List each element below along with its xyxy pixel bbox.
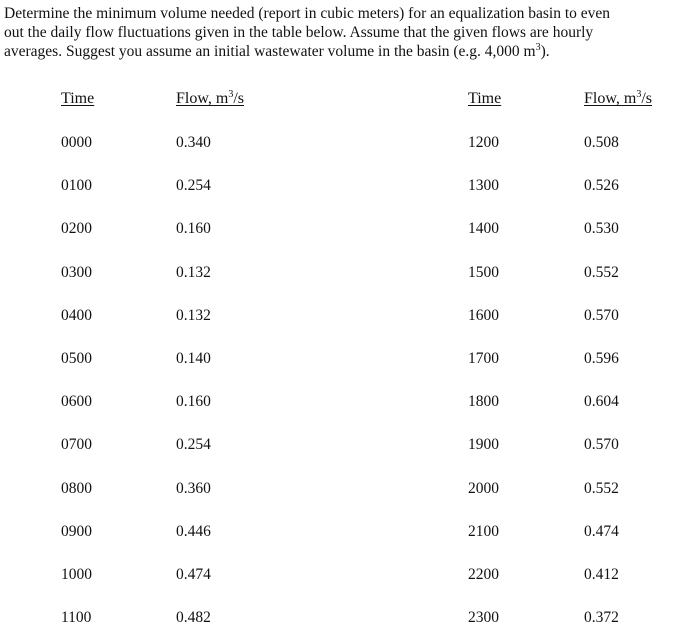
header-flow-left-unit: /s bbox=[233, 90, 244, 107]
problem-line-1: Determine the minimum volume needed (report in cubic meters) for an equalization basin to even bbox=[4, 5, 611, 22]
time-cell-left: 1100 bbox=[61, 609, 92, 626]
flow-cell-left: 0.140 bbox=[176, 350, 211, 367]
time-cell-right: 1700 bbox=[468, 350, 499, 367]
flow-cell-left: 0.254 bbox=[176, 177, 211, 194]
time-cell-left: 0700 bbox=[61, 436, 92, 453]
header-flow-right-text: Flow, m bbox=[584, 90, 637, 107]
time-cell-left: 0300 bbox=[61, 264, 92, 281]
flow-cell-left: 0.132 bbox=[176, 307, 211, 324]
time-cell-right: 1400 bbox=[468, 220, 499, 237]
header-flow-left-text: Flow, m bbox=[176, 90, 229, 107]
flow-cell-left: 0.474 bbox=[176, 566, 211, 583]
time-cell-left: 0400 bbox=[61, 307, 92, 324]
flow-cell-left: 0.360 bbox=[176, 480, 211, 497]
problem-line-2: out the daily flow fluctuations given in the table below. Assume that the given flows are hourly bbox=[4, 24, 594, 41]
time-cell-left: 1000 bbox=[61, 566, 92, 583]
time-cell-right: 2200 bbox=[468, 566, 499, 583]
flow-cell-right: 0.474 bbox=[584, 523, 619, 540]
time-cell-left: 0200 bbox=[61, 220, 92, 237]
time-cell-right: 1600 bbox=[468, 307, 499, 324]
flow-cell-right: 0.570 bbox=[584, 307, 619, 324]
problem-statement bbox=[4, 4, 698, 61]
time-cell-left: 0600 bbox=[61, 393, 92, 410]
time-cell-right: 1200 bbox=[468, 134, 499, 151]
flow-cell-left: 0.340 bbox=[176, 134, 211, 151]
problem-line-3-end: ). bbox=[540, 43, 550, 60]
flow-cell-left: 0.254 bbox=[176, 436, 211, 453]
time-cell-right: 1300 bbox=[468, 177, 499, 194]
cubic-superscript: 3 bbox=[535, 42, 541, 53]
flow-cell-right: 0.596 bbox=[584, 350, 619, 367]
flow-cell-right: 0.526 bbox=[584, 177, 619, 194]
flow-cell-left: 0.160 bbox=[176, 220, 211, 237]
header-time-right: Time bbox=[468, 90, 502, 107]
flow-cell-left: 0.160 bbox=[176, 393, 211, 410]
time-cell-right: 1800 bbox=[468, 393, 499, 410]
time-cell-left: 0100 bbox=[61, 177, 92, 194]
time-cell-left: 0000 bbox=[61, 134, 92, 151]
time-cell-right: 1900 bbox=[468, 436, 499, 453]
header-flow-left bbox=[176, 90, 244, 108]
header-flow-right bbox=[584, 90, 652, 108]
header-time-left: Time bbox=[61, 90, 95, 107]
flow-cell-right: 0.530 bbox=[584, 220, 619, 237]
time-cell-left: 0800 bbox=[61, 480, 92, 497]
flow-cell-right: 0.412 bbox=[584, 566, 619, 583]
flow-cell-left: 0.446 bbox=[176, 523, 211, 540]
flow-cell-left: 0.132 bbox=[176, 264, 211, 281]
flow-cell-right: 0.552 bbox=[584, 264, 619, 281]
time-cell-right: 1500 bbox=[468, 264, 499, 281]
flow-cell-left: 0.482 bbox=[176, 609, 211, 626]
time-cell-right: 2000 bbox=[468, 480, 499, 497]
header-flow-right-sup: 3 bbox=[636, 89, 642, 100]
time-cell-right: 2100 bbox=[468, 523, 499, 540]
time-cell-left: 0500 bbox=[61, 350, 92, 367]
flow-cell-right: 0.552 bbox=[584, 480, 619, 497]
flow-cell-right: 0.604 bbox=[584, 393, 619, 410]
flow-cell-right: 0.570 bbox=[584, 436, 619, 453]
header-flow-right-unit: /s bbox=[641, 90, 652, 107]
time-cell-left: 0900 bbox=[61, 523, 92, 540]
header-flow-left-sup: 3 bbox=[228, 89, 234, 100]
problem-line-3-text: averages. Suggest you assume an initial wastewater volume in the basin (e.g. 4,000 m bbox=[4, 43, 536, 60]
problem-line-3 bbox=[4, 42, 698, 61]
flow-cell-right: 0.508 bbox=[584, 134, 619, 151]
flow-cell-right: 0.372 bbox=[584, 609, 619, 626]
time-cell-right: 2300 bbox=[468, 609, 499, 626]
